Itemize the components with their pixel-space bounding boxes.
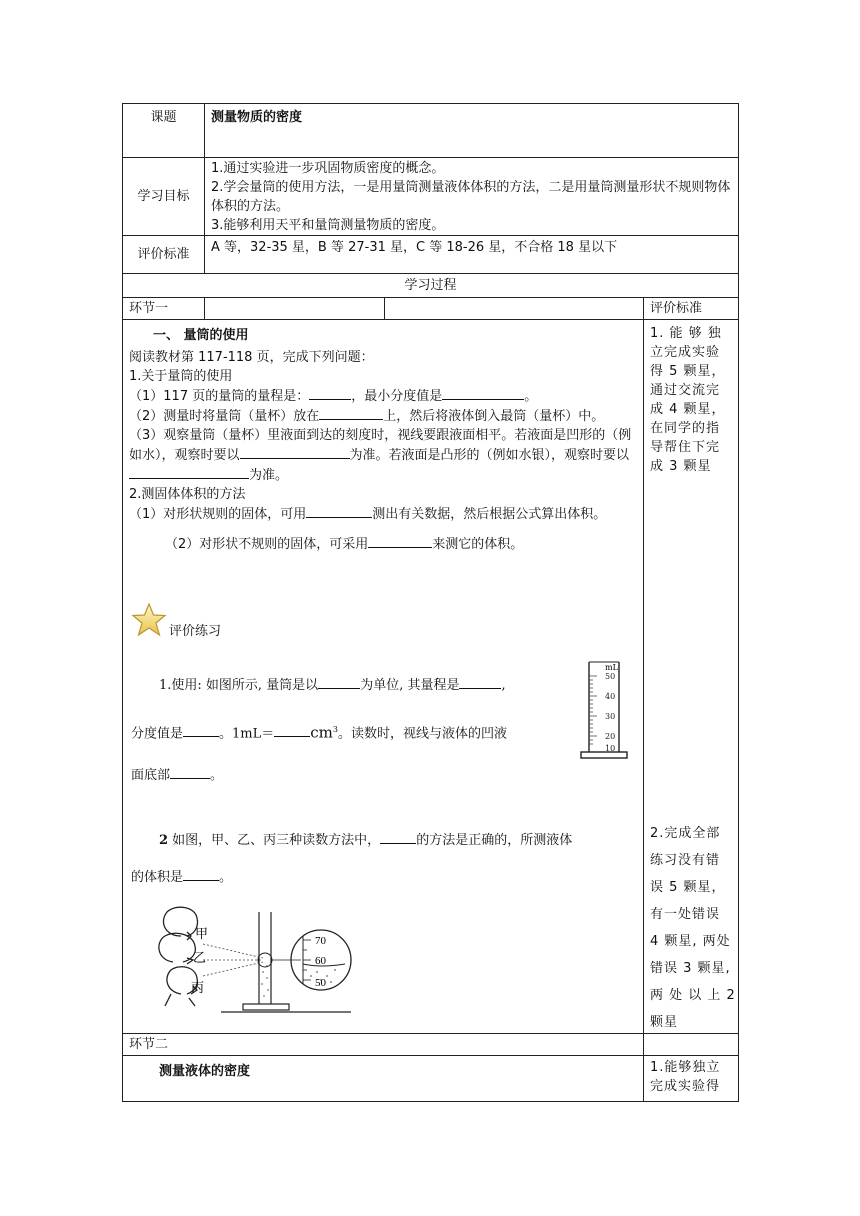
ex2-text-d: 。 (219, 870, 233, 885)
ex2-text-b: 的方法是正确的，所测液体 (416, 833, 573, 848)
q2-2-text-b: 来测它的体积。 (432, 537, 524, 552)
eval2-line-8: 颗星 (650, 1015, 679, 1030)
cylinder-tick-20: 20 (605, 732, 616, 741)
label-jia: 甲 (195, 926, 209, 941)
s1-heading: 一、 量筒的使用 (153, 328, 249, 343)
q2-2 (129, 534, 637, 554)
process-title-row (123, 274, 739, 298)
section1-blank-b (385, 298, 644, 320)
goal-3: 3.能够利用天平和量筒测量物质的密度。 (211, 218, 445, 233)
criteria-value: A 等，32-35 星，B 等 27-31 星，C 等 18-26 星，不合格 18 星以下 (205, 236, 739, 274)
reading-methods-figure (151, 902, 361, 1020)
exercise-2-line2 (131, 867, 331, 887)
section1-body-row (123, 320, 739, 1034)
ex1-blank-conversion[interactable] (274, 723, 310, 737)
cylinder-unit-label: mL (605, 663, 618, 672)
ex1-unit-sup: 3 (332, 725, 338, 734)
section2-body-row (123, 1056, 739, 1102)
eval3-line-1: 1.能够独立 (650, 1060, 721, 1075)
goal-2: 2.学会量筒的使用方法，一是用量筒测量液体体积的方法，二是用量筒测量形状不规则物体体积的方法。 (211, 180, 731, 214)
ex1-blank-level[interactable] (170, 765, 210, 779)
s1-intro: 阅读教材第 117-118 页，完成下列问题： (129, 350, 374, 365)
eval2-line-7: 两 处 以 上 2 (650, 988, 736, 1003)
ex2-text-a: 如图，甲、乙、丙三种读数方法中， (168, 833, 381, 848)
topic-value: 测量物质的密度 (205, 104, 739, 158)
answer-blank-division[interactable] (442, 386, 524, 400)
ex1-blank-unit[interactable] (318, 675, 360, 689)
section2-header-row (123, 1034, 739, 1056)
eval2-line-3: 误 5 颗星， (650, 880, 726, 895)
q1-title: 1.关于量筒的使用 (129, 369, 233, 384)
exercise-1-line2 (131, 720, 571, 743)
eval-header: 评价标准 (644, 298, 739, 320)
answer-blank-placement[interactable] (319, 406, 383, 420)
eval1-line-8: 成 3 颗星 (650, 459, 712, 474)
q1-2-text-a: （2）测量时将量筒（量杯）放在 (129, 409, 320, 424)
q2-1-text-b: 测出有关数据，然后根据公式算出体积。 (372, 507, 607, 522)
ex1-text-b: 为单位, 其量程是 (360, 678, 460, 693)
answer-blank-range[interactable] (309, 386, 351, 400)
q1-2-text-b: 上，然后将液体倒入最筒（量杯）中。 (383, 409, 605, 424)
q2-1 (129, 504, 637, 524)
ex1-text-g: 面底部 (131, 768, 171, 783)
cylinder-tick-10: 10 (605, 744, 616, 753)
answer-blank-concave[interactable] (240, 445, 350, 459)
criteria-row (123, 236, 739, 274)
ex2-blank-method[interactable] (380, 830, 416, 844)
ex1-unit: cm (310, 723, 333, 742)
q1-3-text-c: 为准。 (249, 468, 289, 483)
criteria-label: 评价标准 (123, 236, 205, 274)
ex1-text-e: 。1mL＝ (219, 726, 275, 742)
eval1-line-3: 得 5 颗星， (650, 364, 726, 379)
q1-1-text-a: （1）117 页的量筒的量程是： (129, 389, 310, 404)
eval1-line-7: 导帮住下完 (650, 440, 721, 455)
eval2-line-5: 4 颗星, 两处 (650, 934, 731, 949)
exercise-2 (159, 830, 639, 850)
q1-2 (129, 406, 637, 426)
s2-heading: 测量液体的密度 (123, 1056, 644, 1102)
eval-criteria-1 (650, 324, 732, 476)
q1-3 (129, 426, 637, 485)
ex1-text-h: 。 (210, 768, 224, 783)
ex1-text-a: 1.使用: 如图所示, 量筒是以 (159, 678, 319, 693)
section2-eval-cell (644, 1056, 739, 1102)
section1-header-row (123, 298, 739, 320)
eval1-line-2: 立完成实验 (650, 345, 721, 360)
label-yi: 乙 (193, 950, 207, 965)
magnified-tick-70: 70 (315, 935, 326, 947)
answer-blank-convex[interactable] (129, 465, 249, 479)
practice-title: 评价练习 (169, 624, 222, 639)
section1-eval-cell (644, 320, 739, 1034)
ex1-text-d: 分度值是 (131, 726, 184, 742)
q2-1-text-a: （1）对形状规则的固体，可用 (129, 507, 307, 522)
eval3-line-2: 完成实验得 (650, 1079, 721, 1094)
topic-label: 课题 (123, 104, 205, 158)
q1-1-text-b: ，最小分度值是 (351, 389, 443, 404)
q1-3-text-a: （3）观察量筒（量杯）里液面到达的刻度时，视线要跟液面相平。若液面是凹形的（例如水），观察时要以 (129, 428, 632, 463)
eval2-line-2: 练习没有错 (650, 853, 721, 868)
practice-header (131, 602, 331, 642)
q2-title: 2.测固体体积的方法 (129, 487, 246, 502)
q2-2-text-a: （2）对形状不规则的固体，可采用 (165, 537, 369, 552)
exercise-1 (159, 675, 569, 695)
section1-content (123, 320, 644, 1034)
cylinder-tick-30: 30 (605, 712, 616, 721)
star-icon (131, 602, 167, 638)
magnified-tick-50: 50 (315, 977, 326, 989)
goals-label: 学习目标 (123, 158, 205, 236)
ex1-blank-range[interactable] (459, 675, 501, 689)
ex2-blank-volume[interactable] (183, 867, 219, 881)
ex1-text-c: , (501, 678, 506, 693)
section2-label: 环节二 (123, 1034, 644, 1056)
cylinder-tick-50: 50 (605, 672, 616, 681)
goals-row (123, 158, 739, 236)
lesson-table (122, 103, 739, 1102)
section1-label: 环节一 (123, 298, 205, 320)
ex1-blank-division[interactable] (183, 723, 219, 737)
q1-1 (129, 386, 637, 406)
cylinder-tick-40: 40 (605, 692, 616, 701)
magnified-tick-60: 60 (315, 955, 326, 967)
label-bing: 丙 (191, 980, 205, 995)
section1-blank-a (205, 298, 385, 320)
eval-criteria-2 (650, 820, 736, 1036)
answer-blank-regular[interactable] (306, 504, 372, 518)
process-title: 学习过程 (123, 274, 739, 298)
eval2-line-4: 有一处错误 (650, 907, 721, 922)
q1-3-text-b: 为准。若液面是凸形的（例如水银），观察时要以 (349, 448, 630, 463)
eval1-line-6: 在同学的指 (650, 421, 721, 436)
exercise-1-line3 (131, 765, 331, 785)
goals-cell (205, 158, 739, 236)
q1-1-text-c: 。 (524, 389, 538, 404)
topic-row (123, 104, 739, 158)
eval2-line-1: 2.完成全部 (650, 826, 721, 841)
eval2-line-6: 错误 3 颗星, (650, 961, 731, 976)
eval1-line-5: 成 4 颗星， (650, 402, 726, 417)
eval1-line-1: 1. 能 够 独 (650, 326, 722, 341)
ex1-text-f: 。读数时，视线与液体的凹液 (337, 726, 507, 742)
goal-1: 1.通过实验进一步巩固物质密度的概念。 (211, 161, 445, 176)
ex2-text-c: 的体积是 (131, 870, 184, 885)
section2-eval-header (644, 1034, 739, 1056)
ex2-number: 2 (159, 833, 169, 848)
eval1-line-4: 通过交流完 (650, 383, 721, 398)
graduated-cylinder-figure (575, 656, 635, 766)
answer-blank-irregular[interactable] (368, 534, 432, 548)
